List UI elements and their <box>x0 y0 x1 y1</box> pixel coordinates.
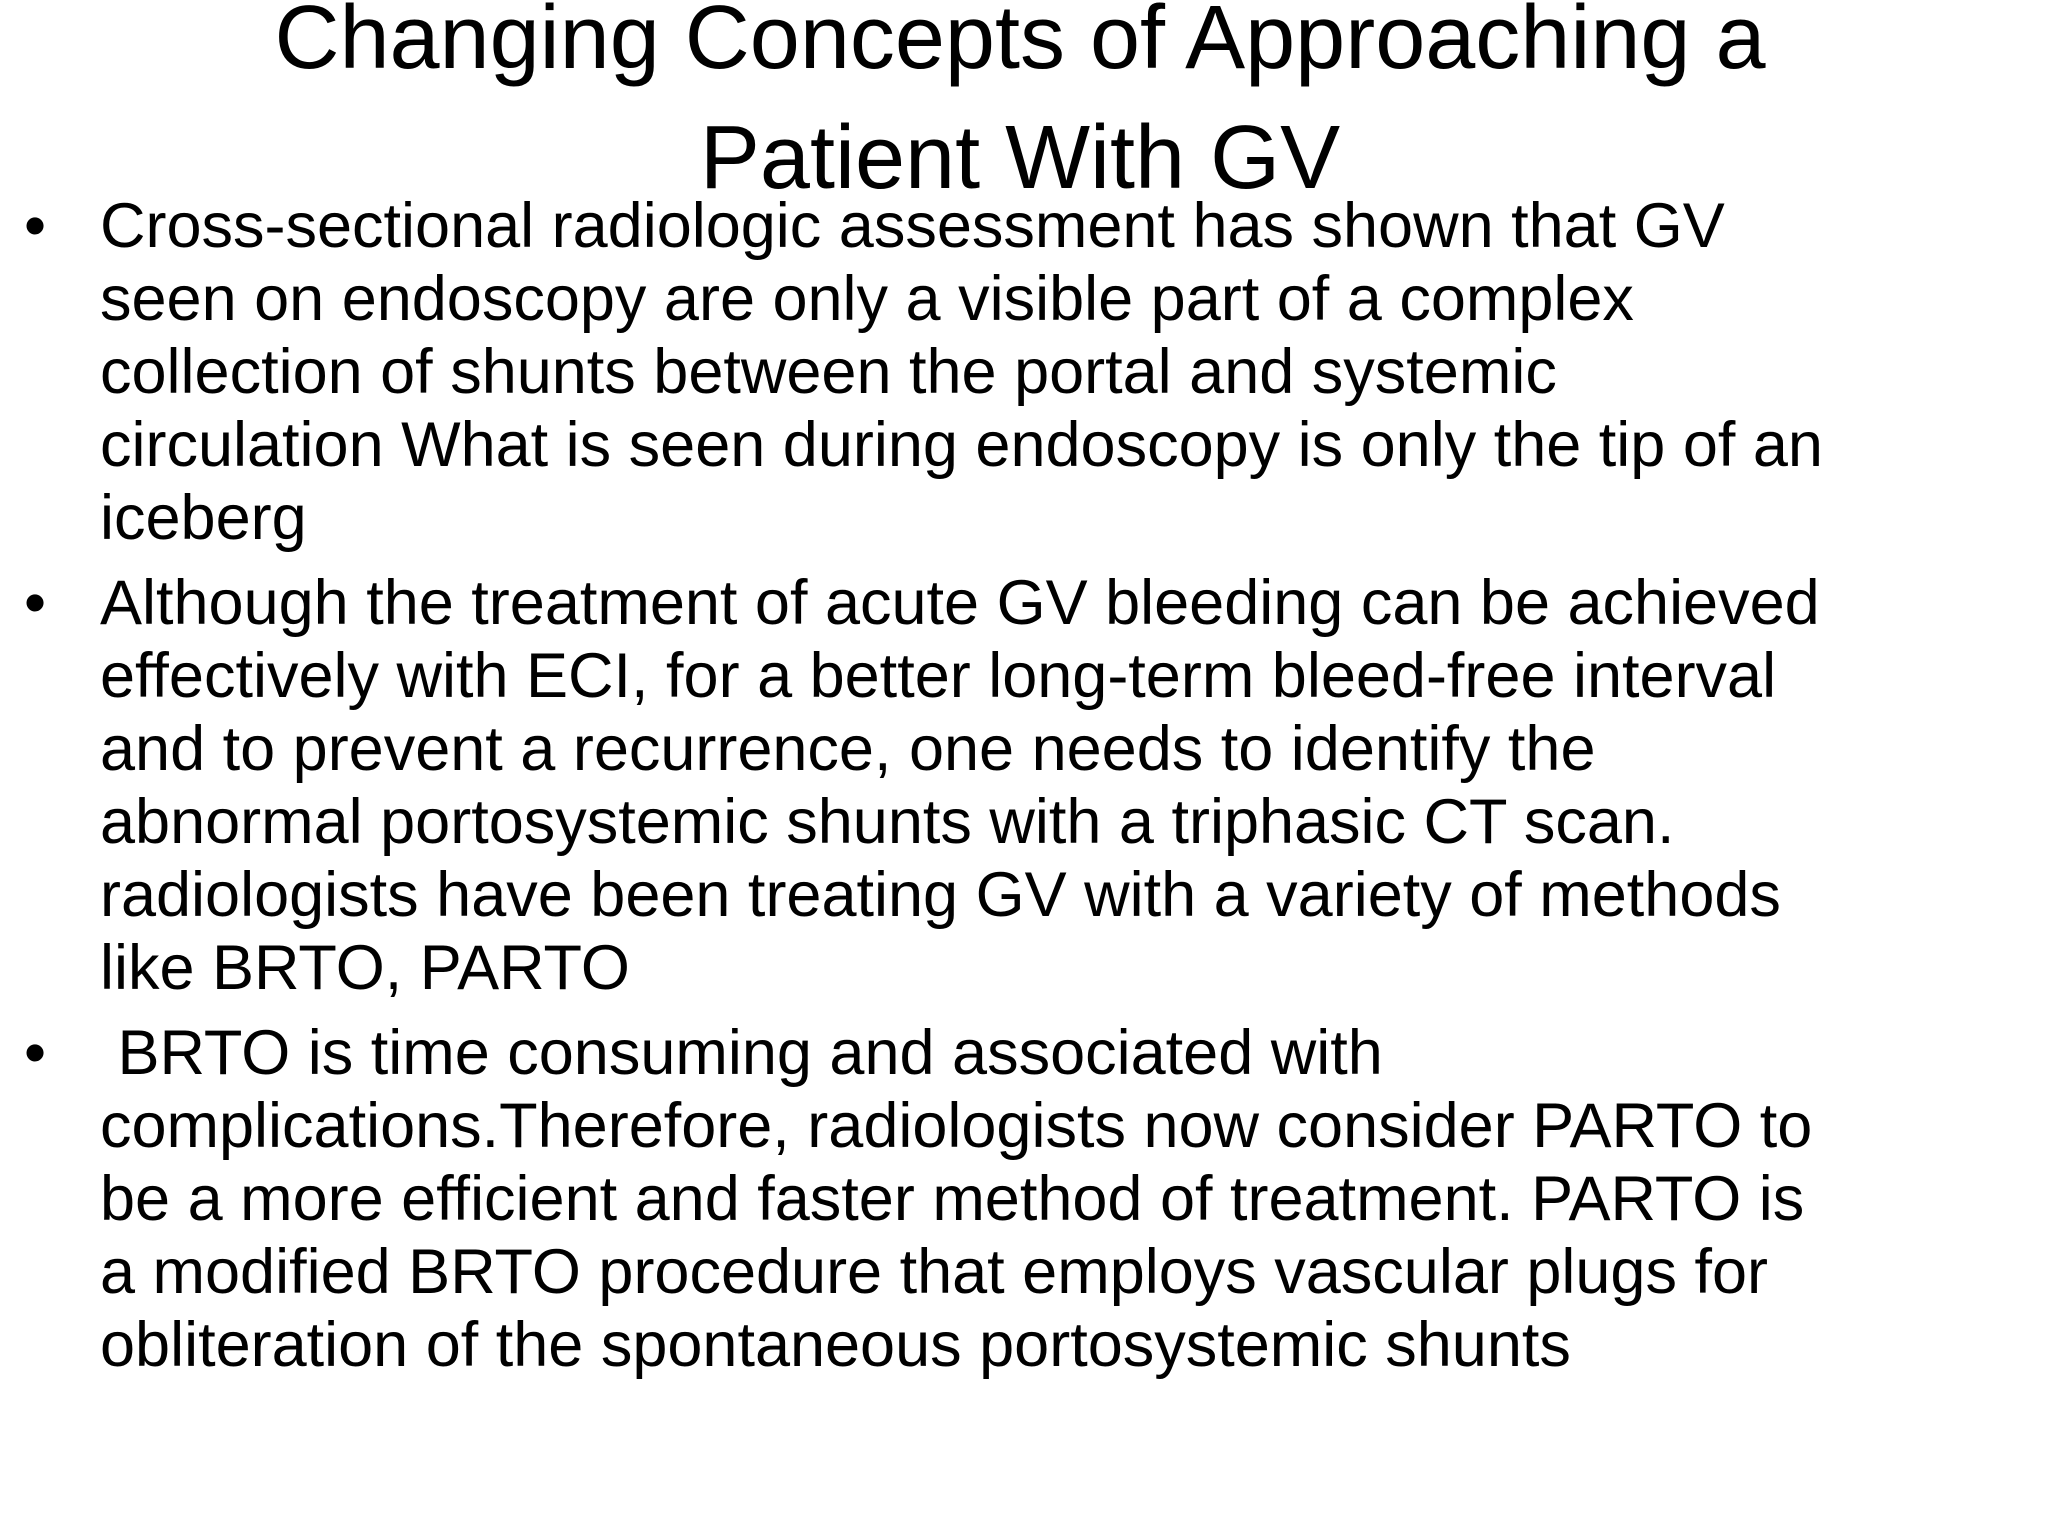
bullet-1-line-1: Cross-sectional radiologic assessment has shown that GV <box>100 191 1725 261</box>
bullet-3-line-2: complications.Therefore, radiologists now consider PARTO to <box>100 1091 1813 1161</box>
bullet-2-line-4: abnormal portosystemic shunts with a triphasic CT scan. <box>100 787 1675 857</box>
bullet-1-line-5: iceberg <box>100 483 307 553</box>
bullet-3-line-5: obliteration of the spontaneous portosystemic shunts <box>100 1310 1571 1380</box>
bullet-2-line-6: like BRTO, PARTO <box>100 933 630 1003</box>
bullet-2-line-2: effectively with ECI, for a better long-term bleed-free interval <box>100 641 1777 711</box>
bullet-dot-icon: • <box>24 1018 47 1088</box>
bullet-1-line-3: collection of shunts between the portal and systemic <box>100 337 1557 407</box>
bullet-3-line-4: a modified BRTO procedure that employs vascular plugs for <box>100 1237 1768 1307</box>
slide-title-line-1: Changing Concepts of Approaching a <box>274 0 1766 88</box>
slide-title-line-2: Patient With GV <box>699 108 1341 208</box>
bullet-2-line-1: Although the treatment of acute GV bleeding can be achieved <box>100 568 1820 638</box>
bullet-dot-icon: • <box>24 191 47 261</box>
bullet-item-1 <box>0 190 2048 555</box>
bullet-2-line-3: and to prevent a recurrence, one needs to identify the <box>100 714 1596 784</box>
bullet-3-line-3: be a more efficient and faster method of treatment. PARTO is <box>100 1164 1805 1234</box>
bullet-3-line-1: BRTO is time consuming and associated with <box>100 1018 1383 1088</box>
bullet-1-line-2: seen on endoscopy are only a visible part of a complex <box>100 264 1634 334</box>
bullet-1-line-4: circulation What is seen during endoscopy is only the tip of an <box>100 410 1823 480</box>
bullet-item-2 <box>0 567 2048 1005</box>
bullet-list <box>0 190 2048 1394</box>
bullet-dot-icon: • <box>24 568 47 638</box>
bullet-2-line-5: radiologists have been treating GV with a variety of methods <box>100 860 1781 930</box>
slide-title <box>90 0 1950 218</box>
bullet-item-3 <box>0 1017 2048 1382</box>
